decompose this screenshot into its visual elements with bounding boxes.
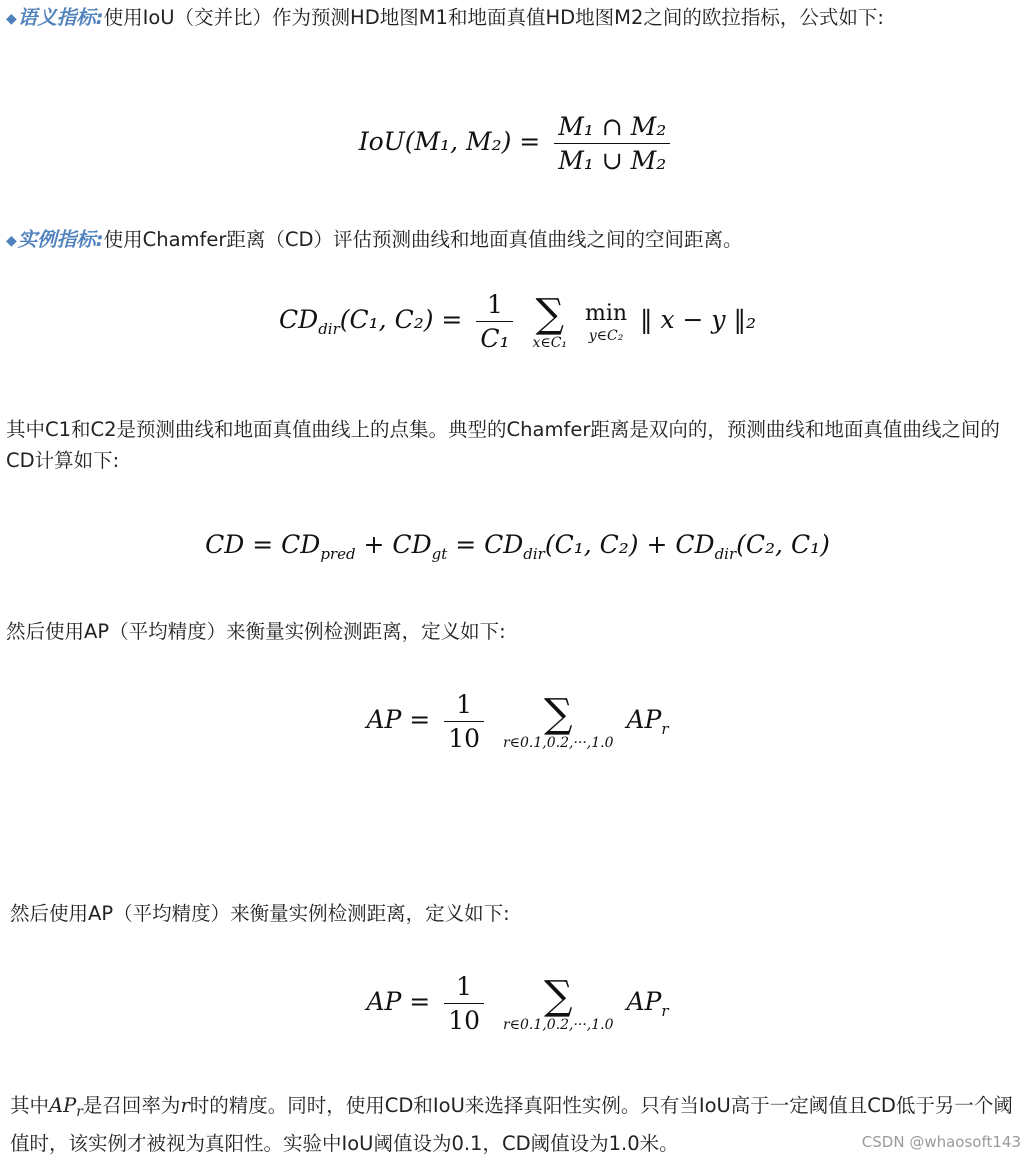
iou-lhs: IoU(M₁, M₂) = <box>358 127 541 156</box>
point-sets-text: 其中C1和C2是预测曲线和地面真值曲线上的点集。典型的Chamfer距离是双向的，预测曲线和地面真值曲线之间的CD计算如下: <box>6 418 1000 472</box>
sum-operator: ∑ x∈C₁ <box>532 290 568 351</box>
tp-text-post: 时的精度。同时，使用CD和IoU来选择真阳性实例。只有当IoU高于一定阈值且CD低于另一个阈值时，该实例才被视为真阳性。实验中IoU阈值设为0.1，CD阈值设为1.0米。 <box>10 1094 1013 1155</box>
min-operator: min y∈C₂ <box>584 300 628 344</box>
paragraph-semantic-metric <box>6 2 1026 35</box>
tp-text-pre: 其中 <box>10 1094 50 1117</box>
ap-repeat-sum-operator: ∑ r∈0.1,0.2,···,1.0 <box>502 972 614 1033</box>
ap-lhs: AP = <box>366 705 431 734</box>
iou-fraction <box>554 112 670 175</box>
semantic-metric-text: 使用IoU（交并比）作为预测HD地图M1和地面真值HD地图M2之间的欧拉指标，公式如下: <box>103 6 884 29</box>
ap-numerator: 1 <box>444 690 484 722</box>
paragraph-point-sets <box>6 414 1026 476</box>
cd-bidirectional-expression: CD = $CD_{pred} + CD_{gt} = CD_{dir}(C_1$, $C_2) + CD_{dir}(C_2$, C₁) <box>205 530 830 563</box>
r-inline-math: r <box>180 1094 190 1117</box>
paragraph-ap-intro-repeat <box>10 898 1030 929</box>
ap-fraction <box>444 690 484 753</box>
cd-dir-lhs: $CD_{dir}(C_1$, C₂) = <box>279 305 463 338</box>
csdn-watermark: CSDN @whaosoft143 <box>861 1133 1021 1151</box>
paragraph-instance-metric <box>6 224 1026 257</box>
instance-metric-label: ◆实例指标: <box>6 228 104 251</box>
ap-repeat-lhs: AP = <box>366 987 431 1016</box>
semantic-metric-label: ◆语义指标: <box>6 6 104 29</box>
iou-denominator: M₁ ∪ M₂ <box>558 146 667 175</box>
ap-formula <box>0 690 1035 753</box>
instance-metric-text: 使用Chamfer距离（CD）评估预测曲线和地面真值曲线之间的空间距离。 <box>103 228 743 251</box>
ap-intro-text: 然后使用AP（平均精度）来衡量实例检测距离，定义如下: <box>6 620 506 643</box>
iou-formula <box>0 112 1035 175</box>
ap-sum-operator: ∑ r∈0.1,0.2,···,1.0 <box>502 690 614 751</box>
ap-rhs: $AP_r$ <box>626 705 669 738</box>
ap-repeat-denominator: 10 <box>448 1006 480 1035</box>
diamond-bullet-icon: ◆ <box>6 11 17 27</box>
ap-repeat-numerator: 1 <box>444 972 484 1004</box>
ap-r-inline-math: $AP_r$ <box>49 1094 83 1120</box>
cd-dir-fraction <box>476 290 513 353</box>
ap-denominator: 10 <box>448 724 480 753</box>
ap-intro-repeat-text: 然后使用AP（平均精度）来衡量实例检测距离，定义如下: <box>10 902 510 925</box>
paragraph-ap-intro <box>6 616 1026 647</box>
ap-repeat-fraction <box>444 972 484 1035</box>
ap-repeat-rhs: $AP_r$ <box>626 987 669 1020</box>
chamfer-directional-formula <box>0 290 1035 353</box>
diamond-bullet-icon: ◆ <box>6 233 17 249</box>
ap-formula-repeat <box>0 972 1035 1035</box>
cd-dir-numerator: 1 <box>476 290 513 322</box>
cd-dir-denominator: C₁ <box>480 324 510 353</box>
l2-norm: ‖ x − y ‖₂ <box>640 305 756 334</box>
iou-numerator: M₁ ∩ M₂ <box>554 112 670 144</box>
chamfer-bidirectional-formula <box>0 530 1035 563</box>
tp-text-mid: 是召回率为 <box>82 1094 181 1117</box>
